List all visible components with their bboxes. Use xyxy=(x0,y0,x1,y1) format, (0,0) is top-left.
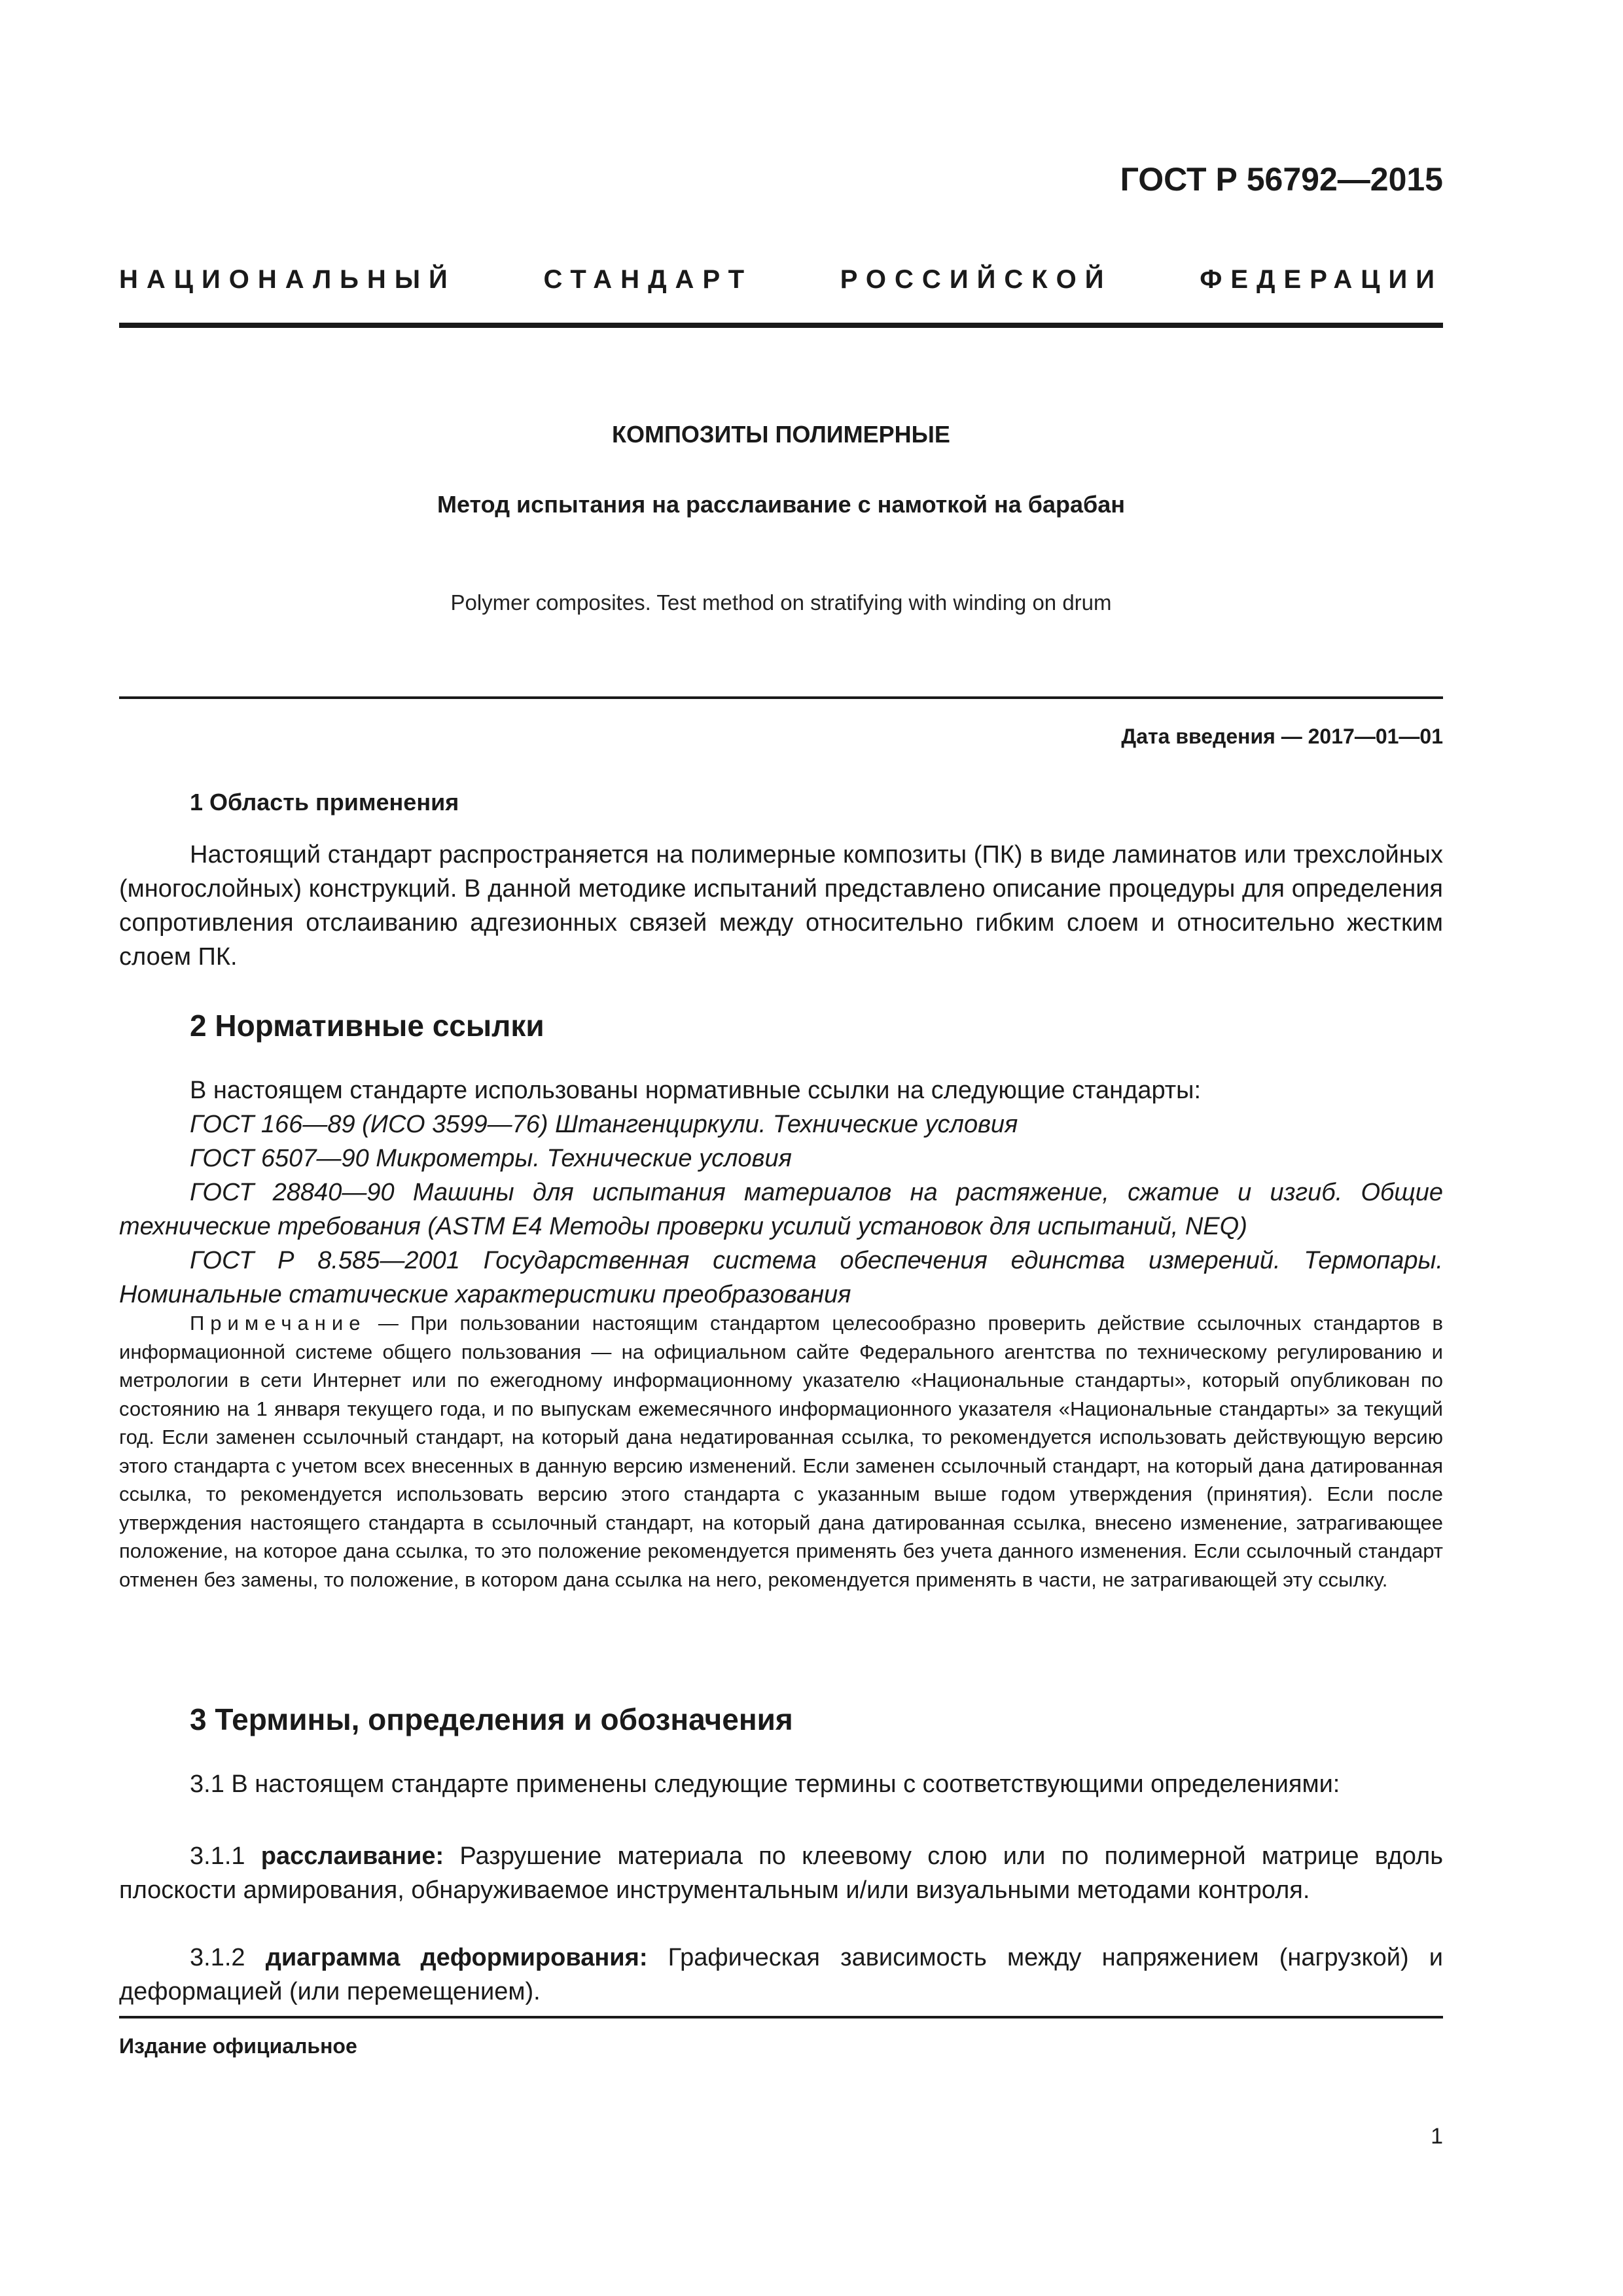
english-title: Polymer composites. Test method on stratifying with winding on drum xyxy=(450,590,1112,615)
banner-word: НАЦИОНАЛЬНЫЙ xyxy=(119,265,456,294)
note-label: Примечание xyxy=(190,1312,366,1335)
references-note xyxy=(119,1309,1443,1594)
document-number: ГОСТ Р 56792—2015 xyxy=(1120,161,1443,198)
page-number: 1 xyxy=(1431,2124,1443,2149)
section-1-text: Настоящий стандарт распространяется на полимерные композиты (ПК) в виде ламинатов или трехслойных (многослойных) конструкций. В данной методике испытаний представлено описание процедуры для определения сопротивления отслаиванию адгезионных связей между относительно гибким слоем и относительно жестким слоем ПК. xyxy=(119,841,1443,971)
clause-3-1: 3.1 В настоящем стандарте применены следующие термины с соответствующими определениями: xyxy=(190,1770,1340,1798)
reference-item: ГОСТ 28840—90 Машины для испытания материалов на растяжение, сжатие и изгиб. Общие технические требования (ASTM E4 Методы проверки усилий установок для испытаний, NEQ) xyxy=(119,1179,1443,1240)
introduction-date: Дата введения — 2017—01—01 xyxy=(1121,725,1443,748)
term: диаграмма деформирования: xyxy=(265,1944,648,1971)
title-divider xyxy=(119,696,1443,699)
reference-item: ГОСТ 6507—90 Микрометры. Технические условия xyxy=(190,1145,792,1172)
section-3-heading: 3 Термины, определения и обозначения xyxy=(190,1702,793,1736)
document-subtitle: Метод испытания на расслаивание с намоткой на барабан xyxy=(437,491,1126,518)
clause-3-1-2 xyxy=(119,1941,1443,2009)
clause-3-1-1 xyxy=(119,1839,1443,1907)
national-standard-banner xyxy=(119,265,1443,295)
official-edition-label: Издание официальное xyxy=(119,2034,357,2058)
definition: Разрушение материала по клеевому слою или по полимерной матрице вдоль плоскости армирования, обнаруживаемое инструментальным и/или визуальными методами контроля. xyxy=(119,1842,1443,1904)
reference-item: ГОСТ 166—89 (ИСО 3599—76) Штангенциркули. Технические условия xyxy=(190,1111,1018,1138)
section-1-heading: 1 Область применения xyxy=(190,789,459,816)
references-lead: В настоящем стандарте использованы нормативные ссылки на следующие стандарты: xyxy=(190,1077,1202,1104)
banner-word: ФЕДЕРАЦИИ xyxy=(1200,265,1443,294)
clause-number: 3.1.2 xyxy=(190,1944,266,1971)
note-text: — При пользовании настоящим стандартом целесообразно проверить действие ссылочных стандартов в информационной системе общего пользования — на официальном сайте Федерального агентства по техническому регулированию и метрологии в сети Интернет или по ежегодному информационному указателю «Национальные стандарты», который опубликован по состоянию на 1 января текущего года, и по выпускам ежемесячного информационного указателя «Национальные стандарты» за текущий год. Если заменен ссылочный стандарт, на который дана недатированная ссылка, то рекомендуется использовать действующую версию этого стандарта с учетом всех внесенных в данную версию изменений. Если заменен ссылочный стандарт, на который дана датированная ссылка, то рекомендуется использовать версию этого стандарта с указанным выше годом утверждения (принятия). Если после утверждения настоящего стандарта в ссылочный стандарт, на который дана датированная ссылка, внесено изменение, затрагивающее положение, на которое дана ссылка, то это положение рекомендуется применять без учета данного изменения. Если ссылочный стандарт отменен без замены, то положение, в котором дана ссылка на него, рекомендуется применять в части, не затрагивающей эту ссылку. xyxy=(119,1312,1443,1591)
clause-number: 3.1.1 xyxy=(190,1842,261,1870)
header-divider xyxy=(119,323,1443,328)
term: расслаивание: xyxy=(260,1842,444,1870)
banner-word: РОССИЙСКОЙ xyxy=(840,265,1113,294)
banner-word: СТАНДАРТ xyxy=(543,265,753,294)
definition: Графическая зависимость между напряжением (нагрузкой) и деформацией (или перемещением). xyxy=(119,1944,1444,2005)
section-2-heading: 2 Нормативные ссылки xyxy=(190,1009,544,1043)
footer-divider xyxy=(119,2016,1443,2018)
reference-item: ГОСТ Р 8.585—2001 Государственная система обеспечения единства измерений. Термопары. Номинальные статические характеристики преобразования xyxy=(119,1247,1443,1308)
normative-references xyxy=(119,1073,1443,1312)
document-title: КОМПОЗИТЫ ПОЛИМЕРНЫЕ xyxy=(612,421,950,448)
